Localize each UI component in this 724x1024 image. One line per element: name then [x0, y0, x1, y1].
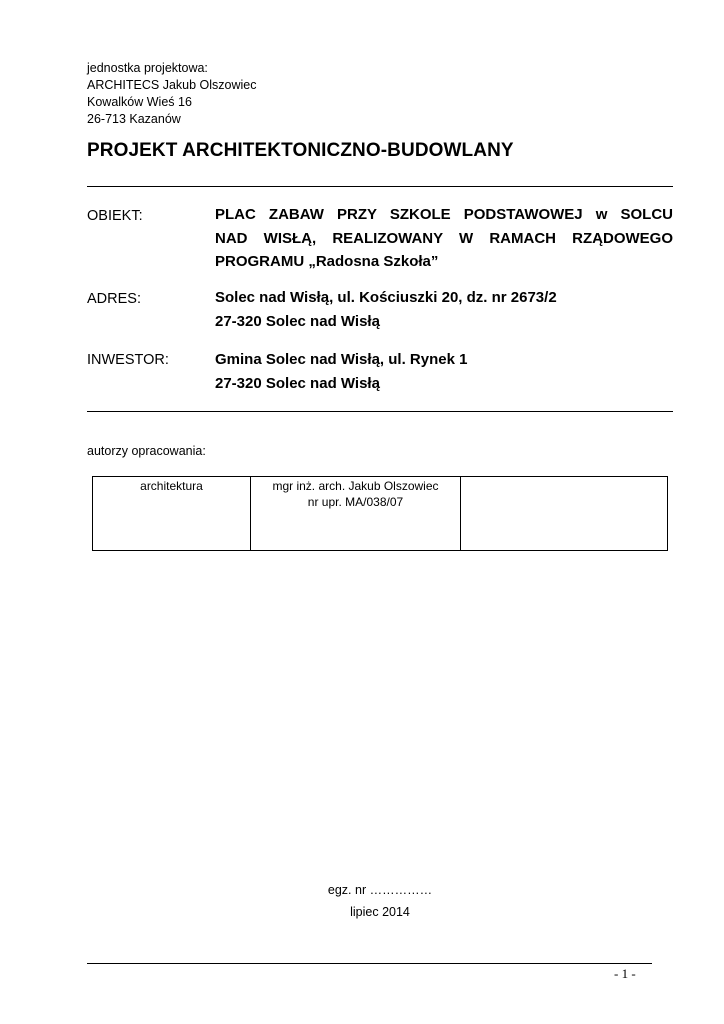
address-value [215, 286, 673, 333]
page-number: - 1 - [614, 966, 636, 981]
address-value-line: 27-320 Solec nad Wisłą [215, 312, 380, 330]
investor-value-line: 27-320 Solec nad Wisłą [215, 374, 380, 392]
author-license: nr upr. MA/038/07 [307, 495, 404, 509]
bottom-divider [87, 411, 673, 412]
copy-number: egz. nr …………… [327, 883, 433, 897]
object-label: OBIEKT: [87, 208, 143, 224]
design-unit-name: ARCHITECS Jakub Olszowiec [87, 78, 257, 92]
object-value-line: NAD WISŁĄ, REALIZOWANY W RAMACH RZĄDOWEGO [215, 229, 673, 247]
design-unit-city: 26-713 Kazanów [87, 112, 181, 126]
investor-value-line: Gmina Solec nad Wisłą, ul. Rynek 1 [215, 351, 468, 368]
discipline-text: architektura [140, 479, 203, 493]
investor-value [215, 348, 673, 395]
object-value-line: PROGRAMU „Radosna Szkoła” [215, 253, 439, 270]
design-unit-block [87, 60, 257, 128]
object-value [215, 203, 673, 274]
object-value-line: PLAC ZABAW PRZY SZKOLE PODSTAWOWEJ w SOLCU [215, 206, 673, 223]
issue-date: lipiec 2014 [350, 905, 410, 919]
footer-divider [87, 963, 652, 964]
discipline-cell [93, 477, 251, 550]
author-cell [251, 477, 461, 550]
authors-table [92, 476, 668, 551]
signature-cell [461, 477, 667, 550]
author-name: mgr inż. arch. Jakub Olszowiec [272, 479, 439, 493]
design-unit-label: jednostka projektowa: [87, 61, 208, 75]
address-label: ADRES: [87, 291, 141, 307]
top-divider [87, 186, 673, 187]
investor-label: INWESTOR: [87, 352, 169, 368]
address-value-line: Solec nad Wisłą, ul. Kościuszki 20, dz. nr 2673/2 [215, 289, 557, 306]
design-unit-street: Kowalków Wieś 16 [87, 95, 192, 109]
authors-label: autorzy opracowania: [87, 444, 206, 458]
document-title: PROJEKT ARCHITEKTONICZNO-BUDOWLANY [87, 140, 514, 161]
